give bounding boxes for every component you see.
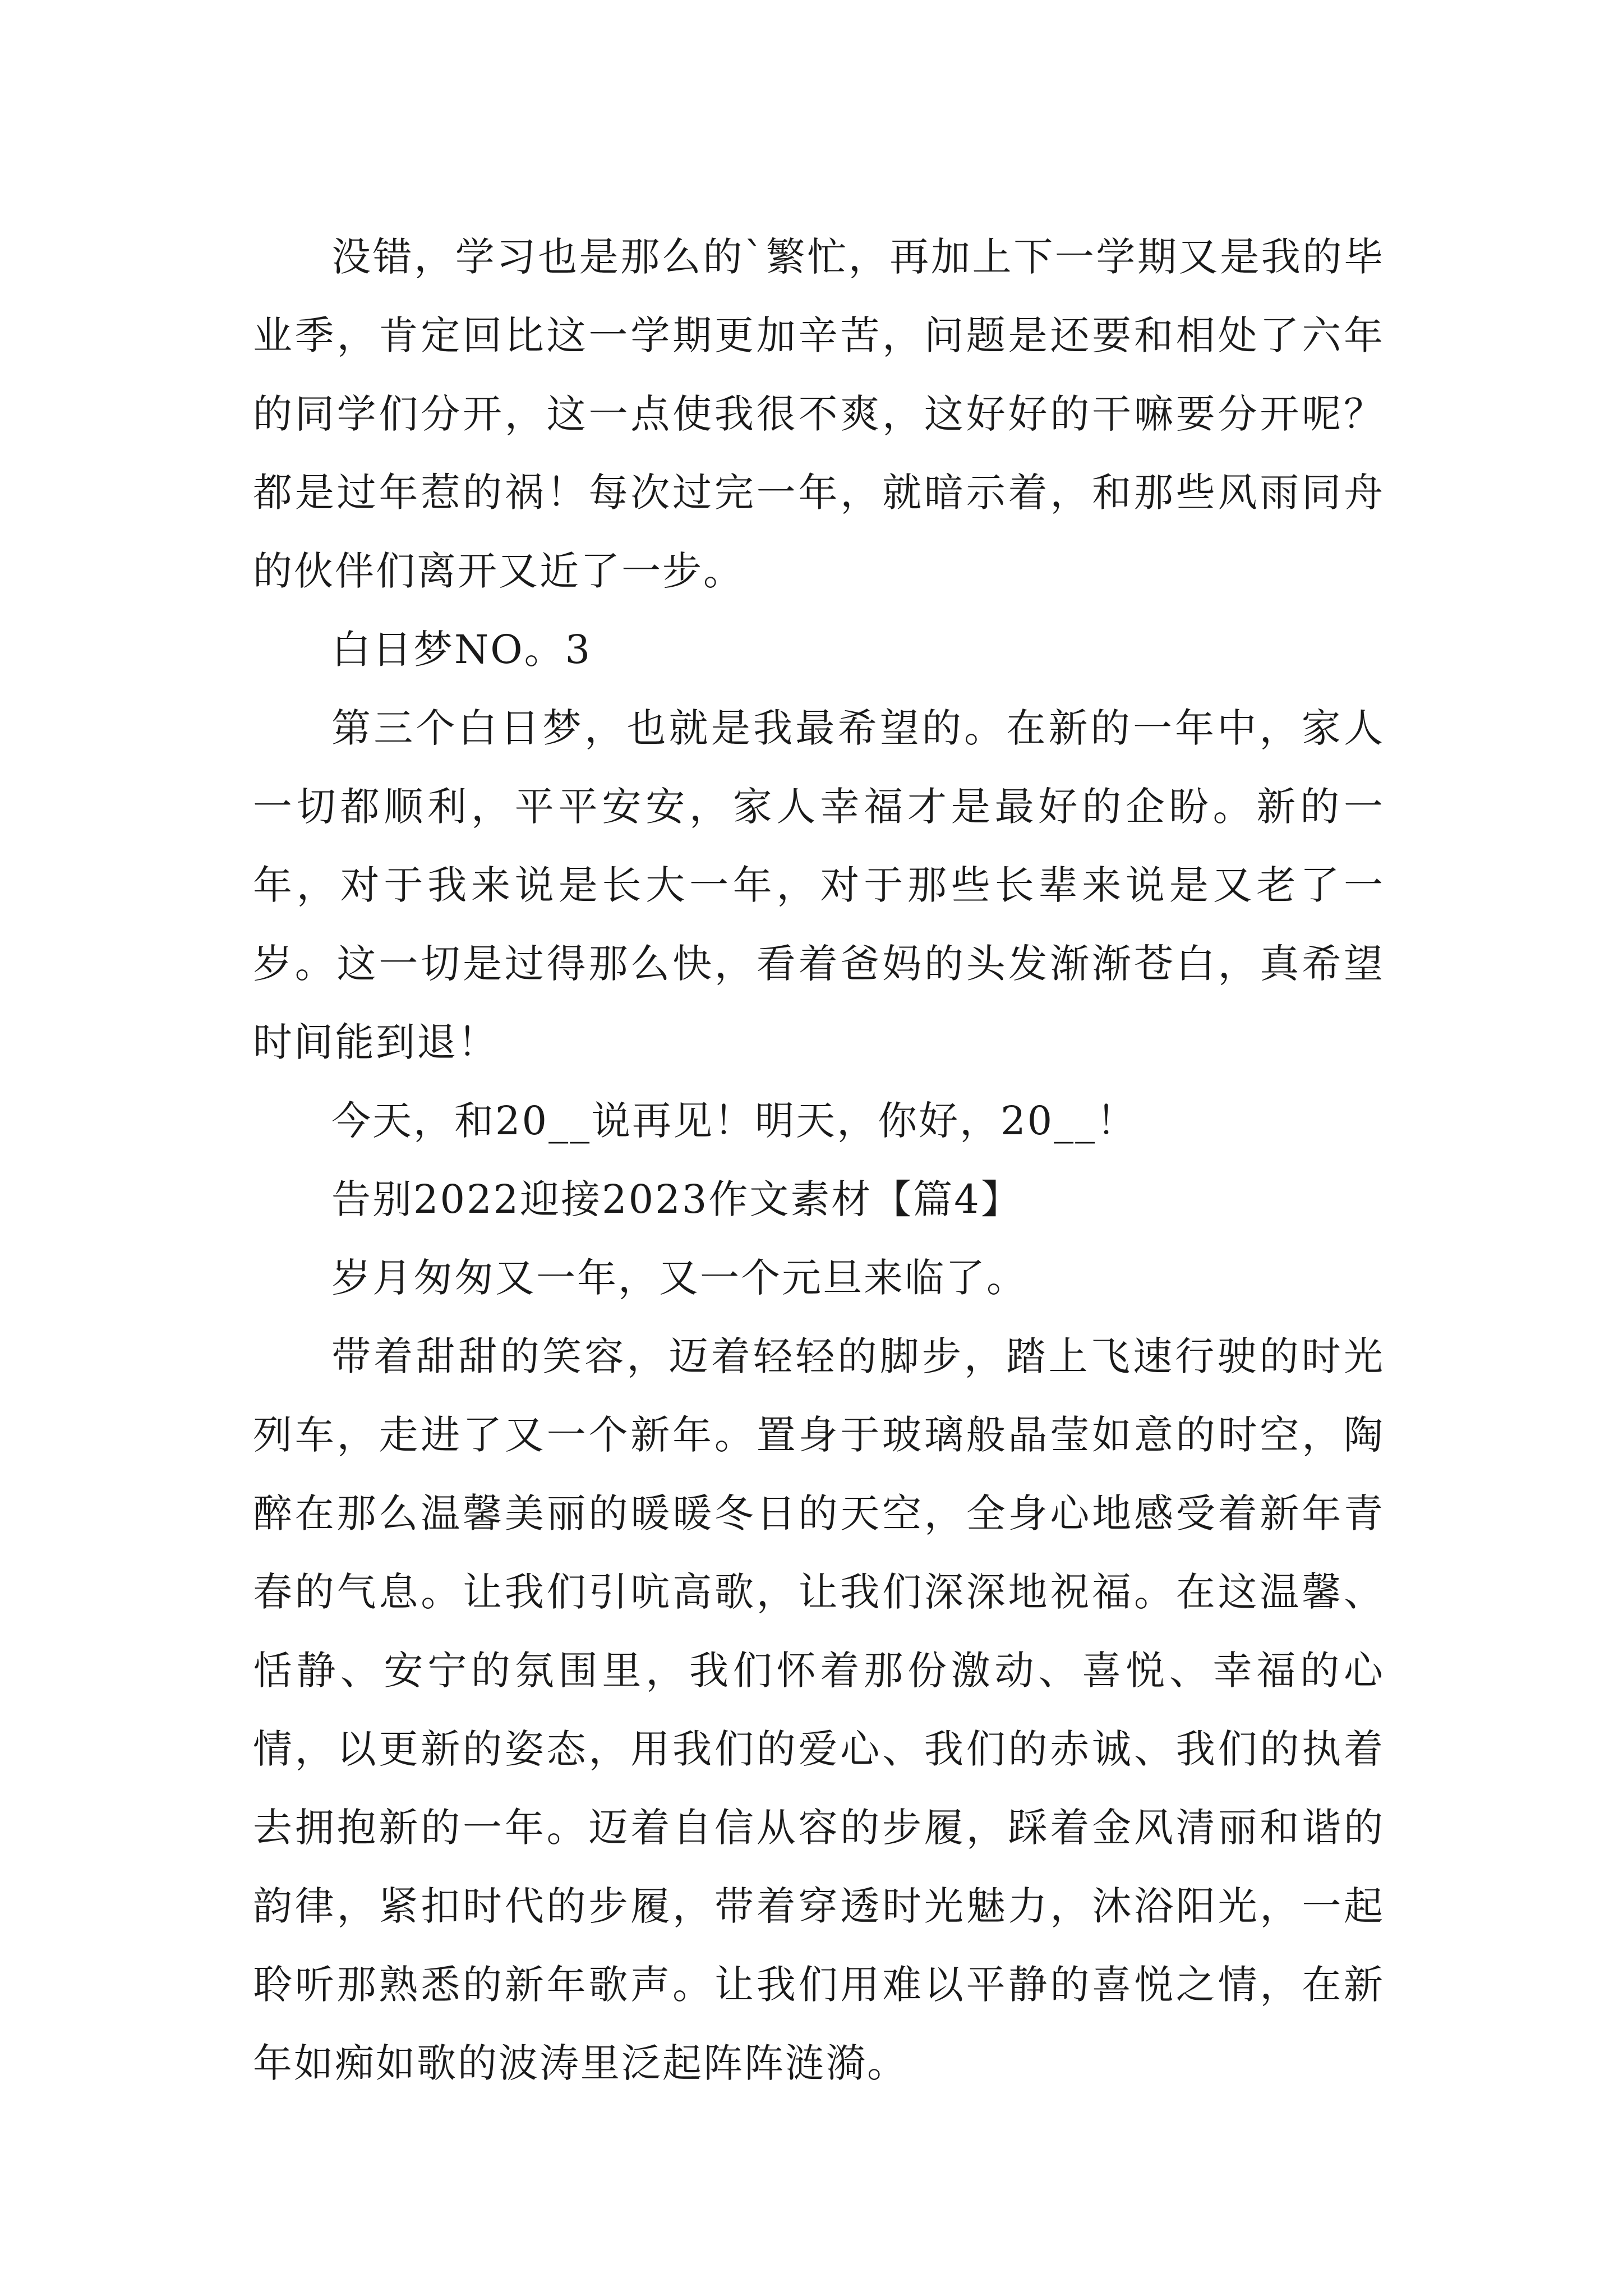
paragraph-daydream-3-heading: 白日梦NO。3 [331, 627, 592, 673]
paragraph-new-year-arrives: 岁月匆匆又一年，又一个元旦来临了。 [331, 1255, 1027, 1301]
document-body [253, 218, 1385, 2102]
paragraph-third-daydream: 第三个白日梦，也就是我最希望的。在新的一年中，家人一切都顺利，平平安安，家人幸福才是最好的企盼。新的一年，对于我来说是长大一年，对于那些长辈来说是又老了一岁。这一切是过得那么快，看着爸妈的头发渐渐苍白，真希望时间能到退！ [253, 705, 1385, 1065]
paragraph-busy-study: 没错，学习也是那么的`繁忙，再加上下一学期又是我的毕业季，肯定回比这一学期更加辛苦，问题是还要和相处了六年的同学们分开，这一点使我很不爽，这好好的干嘛要分开呢？都是过年惹的祸！每次过完一年，就暗示着，和那些风雨同舟的伙伴们离开又近了一步。 [253, 234, 1385, 594]
paragraph-new-year-celebration: 带着甜甜的笑容，迈着轻轻的脚步，踏上飞速行驶的时光列车，走进了又一个新年。置身于玻璃般晶莹如意的时空，陶醉在那么温馨美丽的暖暖冬日的天空，全身心地感受着新年青春的气息。让我们引吭高歌，让我们深深地祝福。在这温馨、恬静、安宁的氛围里，我们怀着那份激动、喜悦、幸福的心情，以更新的姿态，用我们的爱心、我们的赤诚、我们的执着去拥抱新的一年。迈着自信从容的步履，踩着金风清丽和谐的韵律，紧扣时代的步履，带着穿透时光魅力，沐浴阳光，一起聆听那熟悉的新年歌声。让我们用难以平静的喜悦之情，在新年如痴如歌的波涛里泛起阵阵涟漪。 [253, 1333, 1385, 2086]
paragraph-section-heading: 告别2022迎接2023作文素材【篇4】 [331, 1176, 1022, 1222]
paragraph-goodbye-hello: 今天，和20__说再见！明天，你好，20__！ [331, 1098, 1138, 1144]
